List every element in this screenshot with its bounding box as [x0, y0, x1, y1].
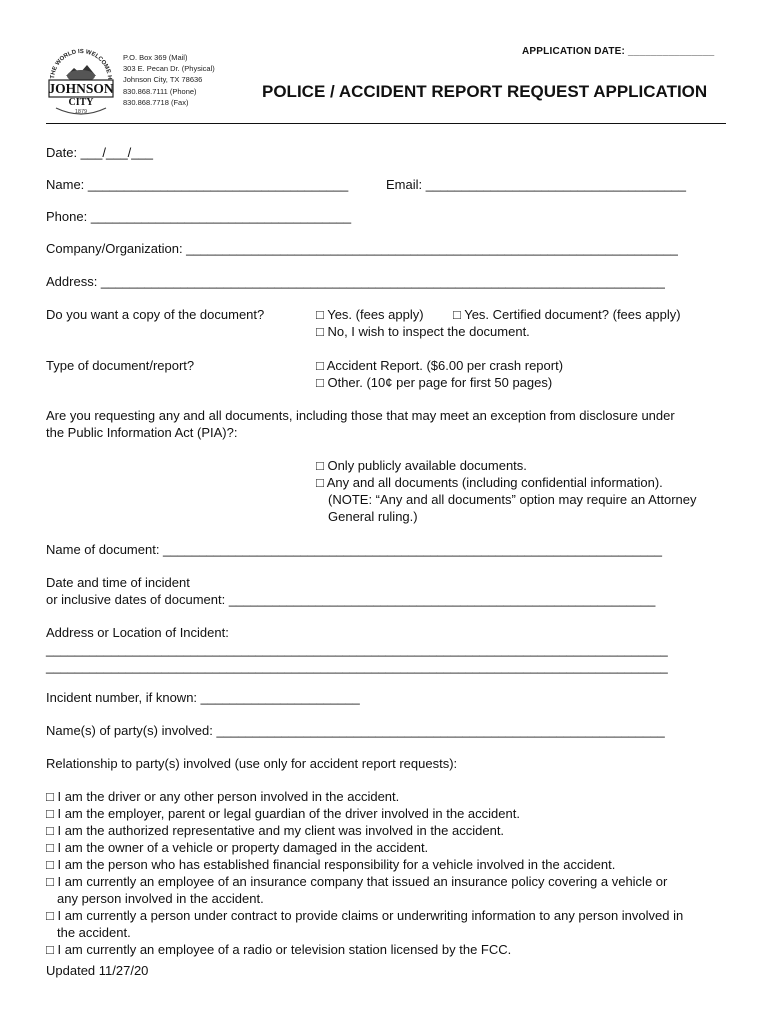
- date-field[interactable]: Date: ___/___/___: [46, 145, 153, 160]
- relationship-option-broadcaster[interactable]: □ I am currently an employee of a radio or television station licensed by the FCC.: [46, 942, 512, 957]
- city-logo: [46, 46, 116, 118]
- copy-option-yes[interactable]: □ Yes. (fees apply): [316, 307, 424, 322]
- pia-note-line2: General ruling.): [328, 509, 418, 524]
- relationship-option-financial[interactable]: □ I am the person who has established financial responsibility for a vehicle involved in the accident.: [46, 857, 616, 872]
- type-option-accident[interactable]: □ Accident Report. ($6.00 per crash report): [316, 358, 564, 373]
- header-divider: [46, 123, 726, 124]
- phone-field[interactable]: Phone: ____________________________________: [46, 209, 352, 224]
- incident-date-field[interactable]: or inclusive dates of document: ___________________________________________________________: [46, 592, 656, 607]
- updated-date: Updated 11/27/20: [46, 963, 149, 978]
- relationship-option-driver[interactable]: □ I am the driver or any other person involved in the accident.: [46, 789, 400, 804]
- type-question-label: Type of document/report?: [46, 358, 195, 373]
- incident-location-label: Address or Location of Incident:: [46, 625, 229, 640]
- relationship-option-contractor[interactable]: □ I am currently a person under contract to provide claims or underwriting information to any person involved in: [46, 908, 684, 923]
- type-option-other[interactable]: □ Other. (10¢ per page for first 50 pages): [316, 375, 553, 390]
- logo-founded: 1879: [74, 109, 88, 115]
- relationship-option-insurance-cont: any person involved in the accident.: [57, 891, 264, 906]
- name-field[interactable]: Name: ____________________________________: [46, 177, 349, 192]
- pia-question-line2: the Public Information Act (PIA)?:: [46, 425, 238, 440]
- document-name-field[interactable]: Name of document: _____________________________________________________________________: [46, 542, 662, 557]
- relationship-option-owner[interactable]: □ I am the owner of a vehicle or property damaged in the accident.: [46, 840, 429, 855]
- relationship-option-representative[interactable]: □ I am the authorized representative and my client was involved in the accident.: [46, 823, 505, 838]
- relationship-option-employer[interactable]: □ I am the employer, parent or legal guardian of the driver involved in the accident.: [46, 806, 520, 821]
- logo-arc-text: THE WORLD IS WELCOME H: [49, 48, 113, 80]
- copy-question-label: Do you want a copy of the document?: [46, 307, 265, 322]
- address-phone: 830.868.7111 (Phone): [123, 86, 197, 96]
- company-field[interactable]: Company/Organization: ____________________________________________________________________: [46, 241, 678, 256]
- logo-name-city: CITY: [68, 97, 94, 108]
- relationship-option-contractor-cont: the accident.: [57, 925, 131, 940]
- application-date-field[interactable]: APPLICATION DATE: _______________: [522, 46, 715, 57]
- pia-note-line1: (NOTE: “Any and all documents” option may require an Attorney: [328, 492, 697, 507]
- address-city: Johnson City, TX 78636: [123, 75, 203, 85]
- address-field[interactable]: Address: ______________________________________________________________________________: [46, 274, 665, 289]
- page-title: POLICE / ACCIDENT REPORT REQUEST APPLICATION: [262, 82, 708, 101]
- pia-option-all[interactable]: □ Any and all documents (including confidential information).: [316, 475, 663, 490]
- incident-date-label: Date and time of incident: [46, 575, 190, 590]
- email-field[interactable]: Email: ____________________________________: [386, 177, 687, 192]
- parties-field[interactable]: Name(s) of party(s) involved: ______________________________________________________________: [46, 723, 665, 738]
- city-address-block: [123, 52, 215, 108]
- incident-location-line2[interactable]: ______________________________________________________________________________________: [46, 659, 668, 674]
- relationship-option-insurance[interactable]: □ I am currently an employee of an insurance company that issued an insurance policy covering a vehicle or: [46, 874, 668, 889]
- relationship-label: Relationship to party(s) involved (use only for accident report requests):: [46, 756, 458, 771]
- copy-option-certified[interactable]: □ Yes. Certified document? (fees apply): [453, 307, 681, 322]
- address-physical: 303 E. Pecan Dr. (Physical): [123, 64, 215, 74]
- pia-question-line1: Are you requesting any and all documents, including those that may meet an exception from disclosure under: [46, 408, 675, 423]
- incident-number-field[interactable]: Incident number, if known: ______________________: [46, 690, 360, 705]
- logo-name: JOHNSON: [48, 81, 114, 96]
- copy-option-inspect[interactable]: □ No, I wish to inspect the document.: [316, 324, 530, 339]
- incident-location-line1[interactable]: ______________________________________________________________________________________: [46, 642, 668, 657]
- pia-option-public[interactable]: □ Only publicly available documents.: [316, 458, 527, 473]
- address-fax: 830.868.7718 (Fax): [123, 97, 189, 107]
- address-mail: P.O. Box 369 (Mail): [123, 53, 188, 62]
